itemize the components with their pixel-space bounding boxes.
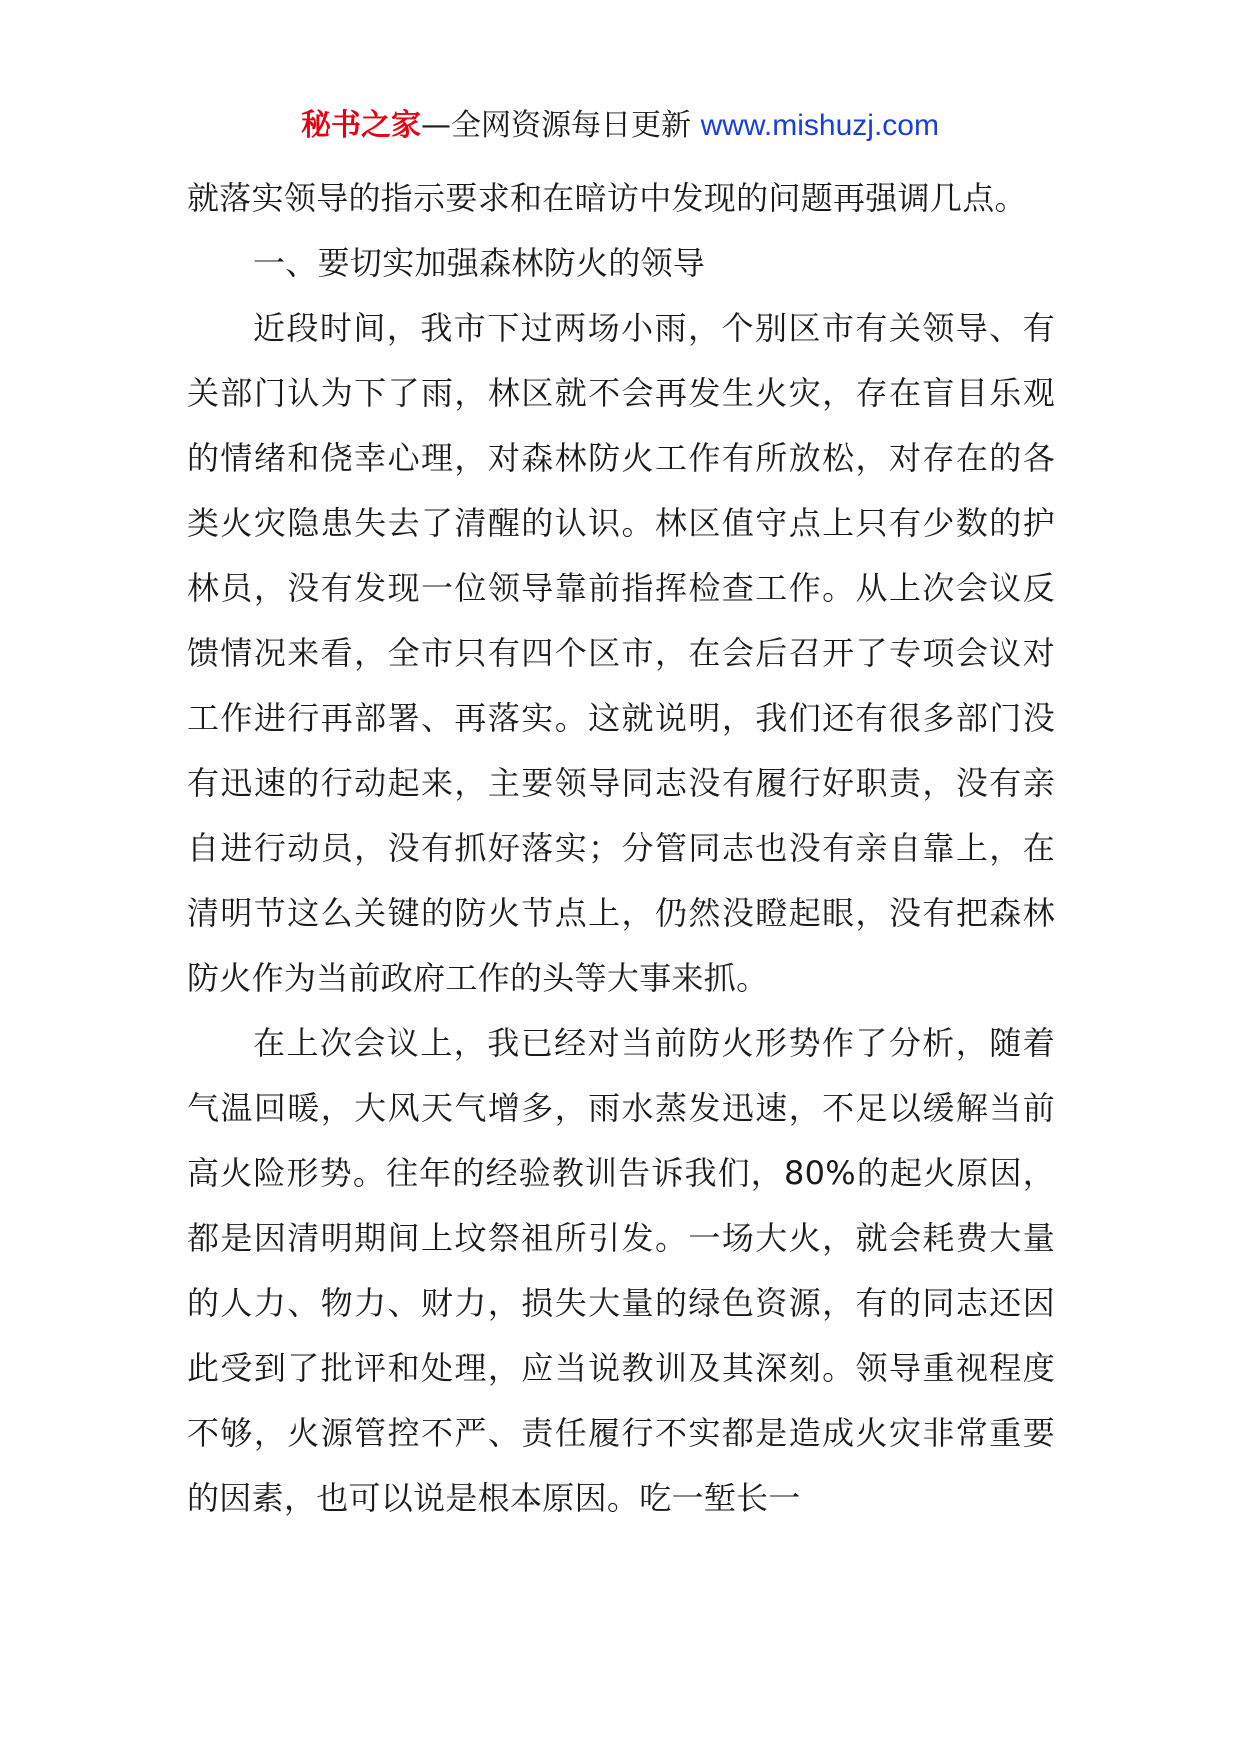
site-tagline: —全网资源每日更新: [421, 108, 701, 143]
document-body: [187, 166, 1055, 1531]
paragraph-continuation: 就落实领导的指示要求和在暗访中发现的问题再强调几点。: [187, 179, 1027, 217]
paragraph: 在上次会议上，我已经对当前防火形势作了分析，随着气温回暖，大风天气增多，雨水蒸发迅速，不足以缓解当前高火险形势。往年的经验教训告诉我们，80%的起火原因，都是因清明期间上坟祭祖所引发。一场大火，就会耗费大量的人力、物力、财力，损失大量的绿色资源，有的同志还因此受到了批评和处理，应当说教训及其深刻。领导重视程度不够，火源管控不严、责任履行不实都是造成火灾非常重要的因素，也可以说是根本原因。吃一堑长一: [187, 1024, 1055, 1517]
site-brand: 秘书之家: [301, 108, 422, 143]
section-heading: 一、要切实加强森林防火的领导: [253, 244, 706, 282]
page-header: [0, 104, 1240, 148]
paragraph: 近段时间，我市下过两场小雨，个别区市有关领导、有关部门认为下了雨，林区就不会再发生火灾，存在盲目乐观的情绪和侥幸心理，对森林防火工作有所放松，对存在的各类火灾隐患失去了清醒的认识。林区值守点上只有少数的护林员，没有发现一位领导靠前指挥检查工作。从上次会议反馈情况来看，全市只有四个区市，在会后召开了专项会议对工作进行再部署、再落实。这就说明，我们还有很多部门没有迅速的行动起来，主要领导同志没有履行好职责，没有亲自进行动员，没有抓好落实；分管同志也没有亲自靠上，在清明节这么关键的防火节点上，仍然没瞪起眼，没有把森林防火作为当前政府工作的头等大事来抓。: [187, 309, 1055, 997]
site-url-link[interactable]: www.mishuzj.com: [700, 109, 939, 142]
